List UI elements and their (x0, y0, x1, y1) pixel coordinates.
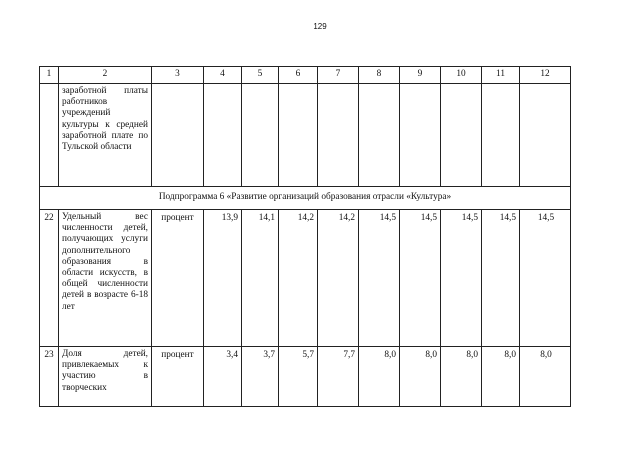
header-cell: 10 (441, 67, 482, 84)
value-cell: 8,0 (482, 347, 520, 407)
value-cell: 7,7 (318, 347, 359, 407)
header-cell: 7 (318, 67, 359, 84)
header-cell: 1 (40, 67, 59, 84)
row-number: 23 (40, 347, 59, 407)
table-row (40, 347, 571, 407)
indicator-name: Доля детей, привлекаемых к участию в творческих (59, 347, 152, 407)
header-cell: 9 (400, 67, 441, 84)
value-cell: 14,5 (482, 210, 520, 347)
header-cell: 5 (242, 67, 279, 84)
subprogram-title: Подпрограмма 6 «Развитие организаций образования отрасли «Культура» (40, 187, 571, 210)
indicator-name: Удельный вес численности детей, получающих услуги дополнительного образования в области искусств, в общей численности детей в возрасте 6-18 лет (59, 210, 152, 347)
unit-cell: процент (152, 210, 204, 347)
value-cell: 14,5 (359, 210, 400, 347)
subprogram-row (40, 187, 571, 210)
value-cell: 8,0 (359, 347, 400, 407)
continuation-row (40, 84, 571, 187)
value-cell: 8,0 (441, 347, 482, 407)
page-number: 129 (313, 22, 327, 31)
table-row (40, 210, 571, 347)
header-cell: 3 (152, 67, 204, 84)
header-cell: 4 (204, 67, 242, 84)
header-cell: 2 (59, 67, 152, 84)
header-cell: 8 (359, 67, 400, 84)
value-cell: 13,9 (204, 210, 242, 347)
header-cell: 11 (482, 67, 520, 84)
value-cell: 5,7 (279, 347, 318, 407)
header-cell: 6 (279, 67, 318, 84)
value-cell: 14,2 (279, 210, 318, 347)
value-cell: 3,7 (242, 347, 279, 407)
value-cell: 14,5 (520, 210, 571, 347)
header-cell: 12 (520, 67, 571, 84)
indicator-name: заработной платы работников учреждений культуры к средней заработной плате по Тульской области (59, 84, 152, 187)
value-cell: 14,5 (441, 210, 482, 347)
row-number: 22 (40, 210, 59, 347)
value-cell: 8,0 (400, 347, 441, 407)
unit-cell: процент (152, 347, 204, 407)
indicators-table (39, 66, 571, 407)
header-row (40, 67, 571, 84)
value-cell: 8,0 (520, 347, 571, 407)
value-cell: 14,2 (318, 210, 359, 347)
value-cell: 14,1 (242, 210, 279, 347)
value-cell: 3,4 (204, 347, 242, 407)
value-cell: 14,5 (400, 210, 441, 347)
